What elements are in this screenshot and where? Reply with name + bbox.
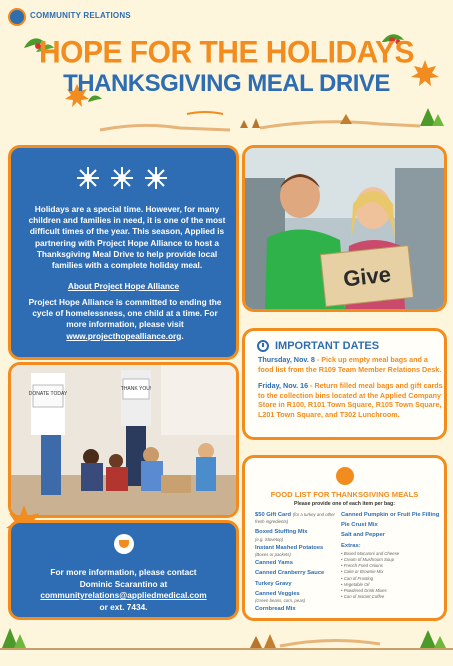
date-text: - Return filled meal bags and gift cards to the collection bins located at the Applied Company Store in R100, R101 Town Square, R105 Town Square, L201 Town Square, and T302 Lunchroom. xyxy=(258,381,443,419)
food-note: (e.g. Stovetop) xyxy=(255,536,284,542)
food-list-panel xyxy=(242,455,447,621)
give-sign-text: Give xyxy=(342,261,393,292)
about-body: Project Hope Alliance is committed to ending the cycle of homelessness, one child at a time. For more information, please visit xyxy=(28,297,222,330)
food-item: Cornbread Mix xyxy=(255,606,296,613)
about-text xyxy=(25,297,225,342)
food-item-extras: Extras: xyxy=(341,542,361,549)
extra-item: • French Fried Onions xyxy=(341,563,383,569)
food-name: Canned Veggies xyxy=(255,590,300,597)
extra-item: • Vegetable Oil xyxy=(341,581,370,587)
extra-item: • Can of Instant Coffee xyxy=(341,594,385,600)
ground-line xyxy=(0,648,453,650)
extra-item: • Can of Frosting xyxy=(341,575,374,581)
contact-panel xyxy=(8,520,239,620)
food-item xyxy=(255,512,341,526)
food-name: Instant Mashed Potatoes xyxy=(255,544,324,551)
food-item xyxy=(255,591,341,603)
heart-hand-icon xyxy=(114,534,134,554)
food-item: Canned Pumpkin or Fruit Pie Filling xyxy=(341,512,440,518)
date-label: Friday, Nov. 16 xyxy=(258,381,309,390)
contact-line: Dominic Scarantino at xyxy=(79,578,168,589)
org-name: COMMUNITY RELATIONS xyxy=(30,11,131,20)
volunteers-photo xyxy=(8,362,239,518)
extra-item: • Boxed Macaroni and Cheese xyxy=(341,550,400,556)
about-link-end: . xyxy=(181,330,184,341)
project-hope-link[interactable]: www.projecthopealliance.org xyxy=(66,330,182,341)
food-icon xyxy=(336,467,354,485)
food-note: (for a turkey and other fresh ingredients) xyxy=(255,512,335,525)
extra-item: • Cream of Mushroom Soup xyxy=(341,557,395,563)
volunteers-photo-image xyxy=(11,365,236,515)
important-dates-panel xyxy=(242,328,447,440)
food-list-title: FOOD LIST FOR THANKSGIVING MEALS xyxy=(270,490,419,499)
food-item xyxy=(255,545,341,557)
food-list-subtitle: Please provide one of each item per bag: xyxy=(294,501,395,507)
food-note: (Boxes or packets) xyxy=(255,552,291,558)
snowflake-icon xyxy=(75,165,101,191)
contact-text xyxy=(19,567,228,613)
food-item: Canned Cranberry Sauce xyxy=(255,570,325,577)
landscape-decoration xyxy=(0,100,453,134)
clock-icon xyxy=(257,340,269,352)
kids-photo-image xyxy=(245,148,444,309)
thankyou-sign-text: THANK YOU! xyxy=(120,386,152,392)
date-item xyxy=(258,381,445,419)
date-text: - Pick up empty meal bags and a food list from the R109 Team Member Relations Desk. xyxy=(258,355,442,374)
extra-item: • Powdered Drink Mixes xyxy=(341,588,387,594)
donate-sign-text: DONATE TODAY xyxy=(28,391,68,397)
contact-line: For more information, please contact xyxy=(50,567,197,577)
contact-line: or ext. 7434. xyxy=(99,601,148,612)
date-label: Thursday, Nov. 8 xyxy=(258,355,315,364)
important-dates-title: IMPORTANT DATES xyxy=(275,340,380,352)
food-list-left xyxy=(255,512,341,616)
food-name: Boxed Stuffing Mix xyxy=(255,529,308,536)
about-heading: About Project Hope Alliance xyxy=(67,281,180,291)
contact-email-link[interactable]: communityrelations@appliedmedical.com xyxy=(40,590,207,601)
food-item xyxy=(255,529,341,541)
food-note: (Green beans, corn, peas) xyxy=(255,598,306,604)
food-item: Pie Crust Mix xyxy=(341,522,378,529)
intro-text: Holidays are a special time. However, for many children and families in need, it is one of the most difficult times of the year. This season, Applied is partnering with Project Hope Alliance to host a Thanksgiving Meal Drive to help provide local families with a complete holiday meal. xyxy=(28,204,226,271)
date-item xyxy=(258,355,445,374)
kids-photo xyxy=(242,145,447,312)
snowflake-icon xyxy=(143,165,169,191)
page-title: HOPE FOR THE HOLIDAYS xyxy=(38,35,415,70)
food-name: $50 Gift Card xyxy=(255,512,292,518)
community-relations-logo xyxy=(8,8,26,26)
food-item: Canned Yams xyxy=(255,560,293,567)
intro-panel xyxy=(8,145,239,360)
food-item: Turkey Gravy xyxy=(255,580,292,587)
food-list-right xyxy=(341,512,441,600)
snowflake-icon xyxy=(109,165,135,191)
extra-item: • Cake or Brownie Mix xyxy=(341,569,384,575)
page-subtitle: THANKSGIVING MEAL DRIVE xyxy=(63,70,390,97)
food-item: Salt and Pepper xyxy=(341,532,385,539)
